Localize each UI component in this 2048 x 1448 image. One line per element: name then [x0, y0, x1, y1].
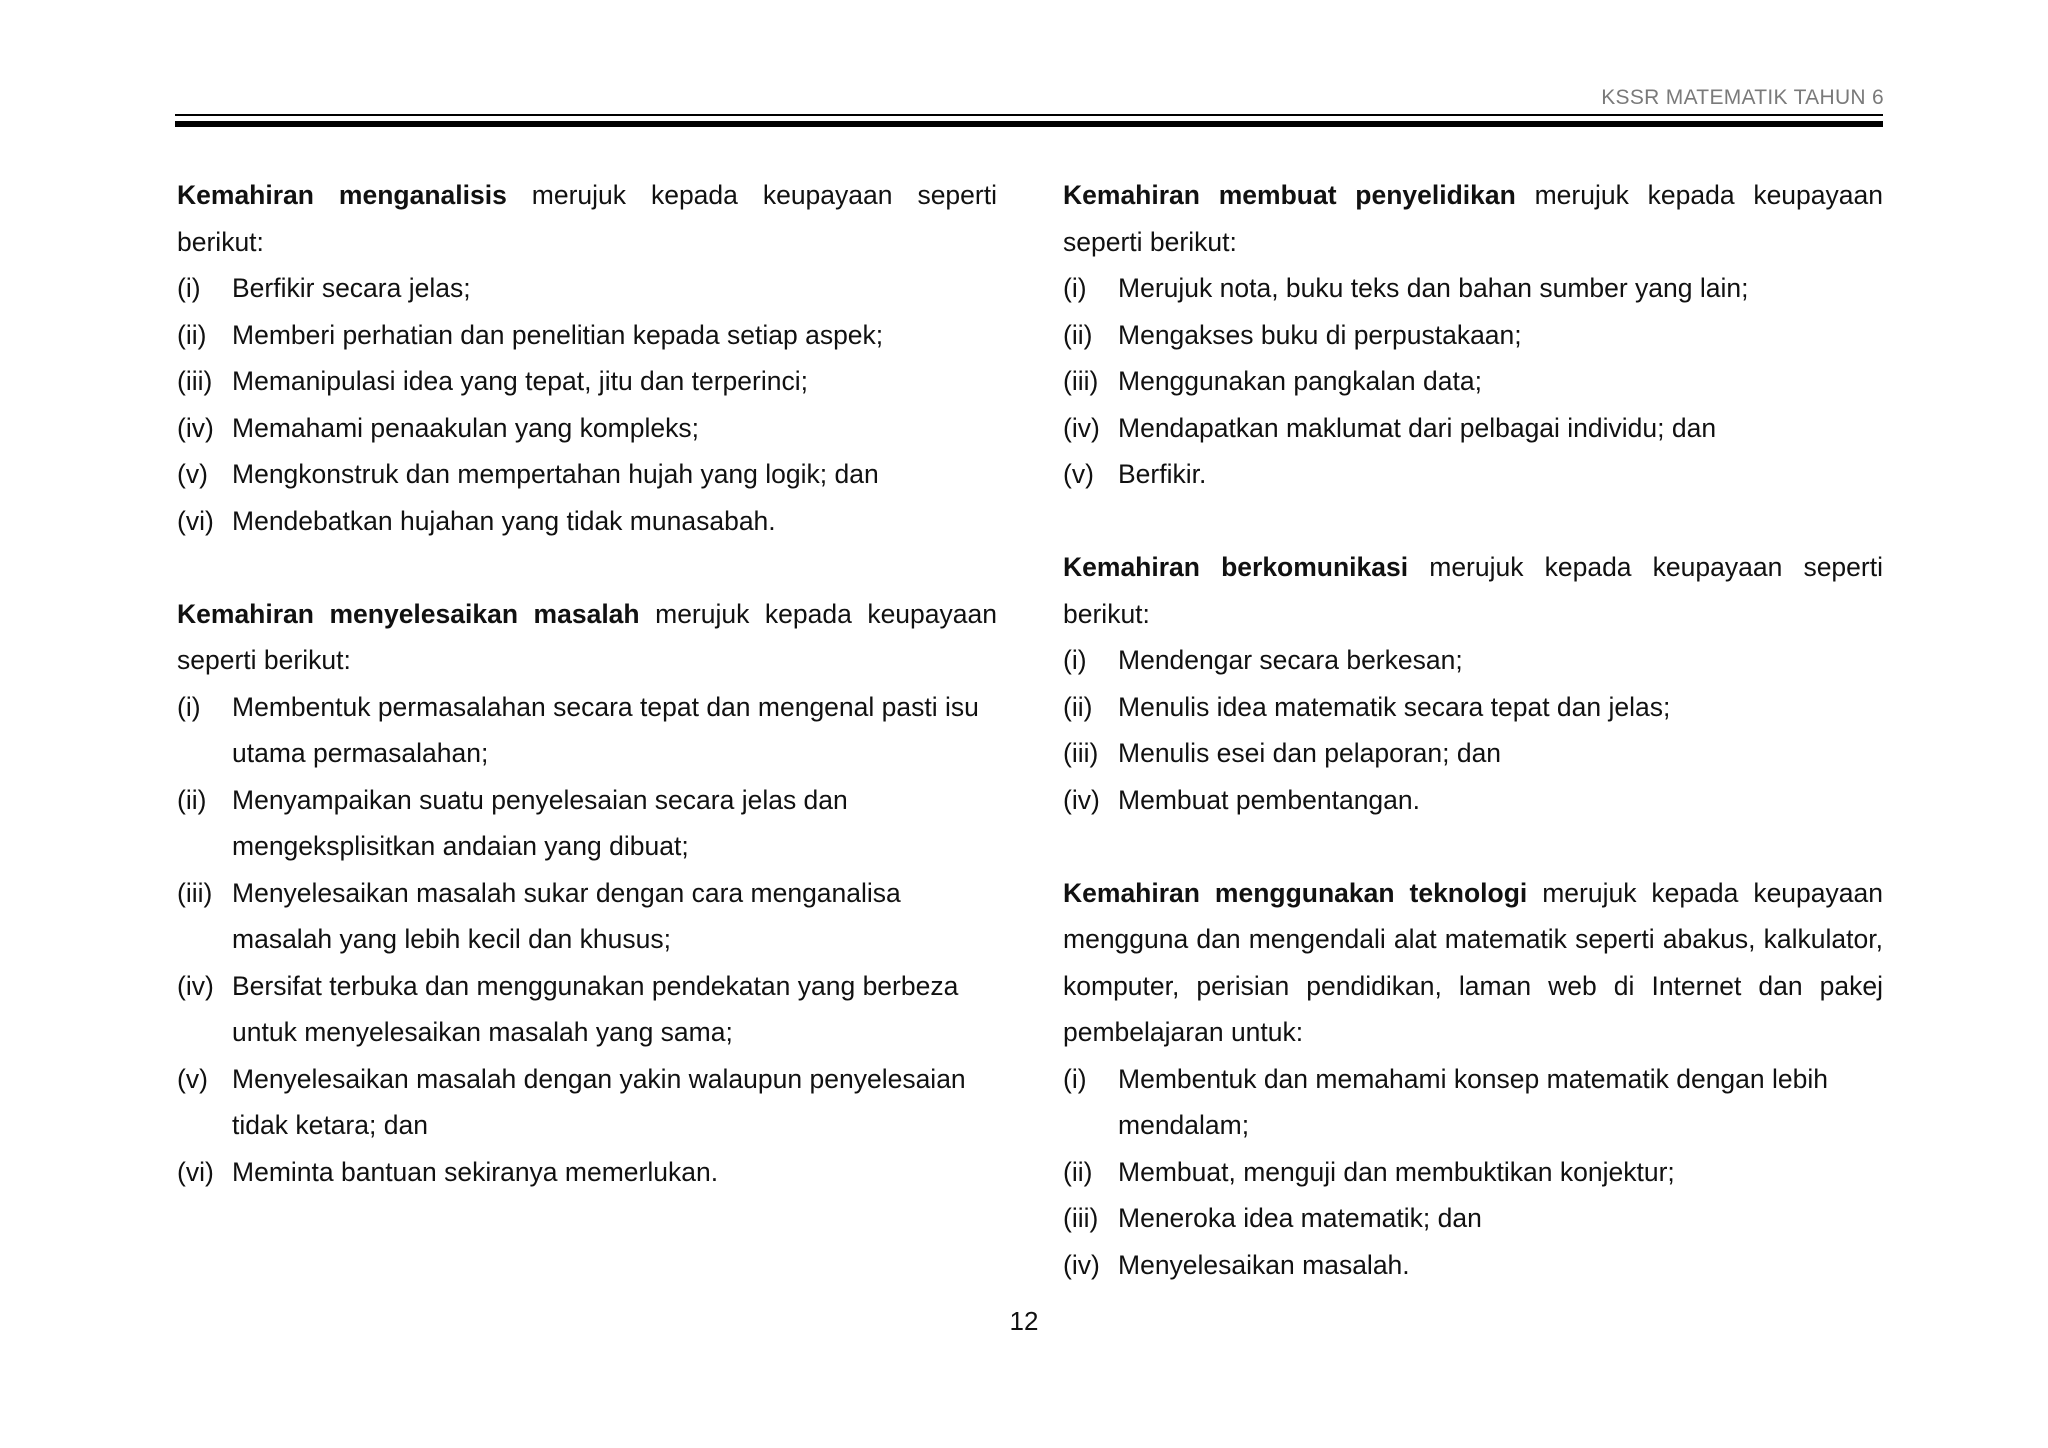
item-text: Merujuk nota, buku teks dan bahan sumber yang lain; — [1118, 273, 1749, 303]
item-text: Mengakses buku di perpustakaan; — [1118, 319, 1522, 350]
item-number: (iii) — [177, 877, 213, 908]
item-text: Mendebatkan hujahan yang tidak munasabah. — [232, 505, 776, 536]
item-text: Mendengar secara berkesan; — [1118, 645, 1463, 675]
item-number: (i) — [177, 691, 201, 722]
item-number: (i) — [1063, 273, 1087, 303]
item-number: (ii) — [1063, 691, 1093, 722]
list-item — [1063, 637, 1883, 684]
item-number: (iv) — [177, 412, 214, 443]
list-item — [1063, 1056, 1883, 1149]
left-column — [177, 172, 997, 1242]
list-item — [177, 870, 997, 963]
item-number: (iii) — [1063, 738, 1099, 768]
item-number: (iv) — [1063, 784, 1100, 815]
list-item — [177, 684, 997, 777]
item-text: Meneroka idea matematik; dan — [1118, 1203, 1482, 1233]
section-intro — [1063, 870, 1883, 1056]
item-number: (v) — [177, 459, 208, 489]
item-number: (v) — [177, 1063, 208, 1094]
list-item — [1063, 1242, 1883, 1289]
item-text: Menulis esei dan pelaporan; dan — [1118, 738, 1502, 768]
item-number: (iv) — [177, 970, 214, 1001]
section-intro-text: merujuk kepada keupayaan seperti berikut: — [1063, 552, 1883, 629]
item-text: Memahami penaakulan yang kompleks; — [232, 412, 699, 443]
list-item — [177, 405, 997, 452]
item-number: (v) — [1063, 459, 1094, 489]
list-item — [1063, 777, 1883, 824]
list-item — [1063, 358, 1883, 405]
item-number: (i) — [1063, 645, 1087, 675]
item-text: Berfikir. — [1118, 459, 1207, 489]
item-number: (ii) — [177, 784, 207, 815]
item-number: (vi) — [177, 1156, 214, 1187]
section-menganalisis — [177, 172, 997, 544]
item-text: Mengkonstruk dan mempertahan hujah yang logik; dan — [232, 459, 879, 489]
list-item — [177, 498, 997, 545]
list-item — [177, 265, 997, 312]
list-item — [177, 312, 997, 359]
section-title: Kemahiran menggunakan teknologi — [1063, 877, 1528, 908]
section-title: Kemahiran membuat penyelidikan — [1063, 180, 1516, 210]
item-text: Menyampaikan suatu penyelesaian secara jelas dan mengeksplisitkan andaian yang dibuat; — [232, 784, 848, 861]
item-number: (iii) — [1063, 1203, 1099, 1233]
item-text: Meminta bantuan sekiranya memerlukan. — [232, 1156, 719, 1187]
item-number: (vi) — [177, 505, 214, 536]
item-list — [1063, 1056, 1883, 1289]
list-item — [177, 451, 997, 498]
item-text: Berfikir secara jelas; — [232, 273, 471, 303]
item-list — [1063, 637, 1883, 823]
section-intro-text: merujuk kepada keupayaan seperti berikut: — [1063, 180, 1883, 257]
item-text: Mendapatkan maklumat dari pelbagai individu; dan — [1118, 412, 1717, 443]
item-text: Bersifat terbuka dan menggunakan pendekatan yang berbeza untuk menyelesaikan masalah yang sama; — [232, 970, 959, 1047]
item-number: (ii) — [1063, 319, 1093, 350]
section-intro — [177, 591, 997, 684]
item-text: Membuat pembentangan. — [1118, 784, 1421, 815]
item-text: Memanipulasi idea yang tepat, jitu dan terperinci; — [232, 366, 808, 396]
section-menyelesaikan-masalah — [177, 591, 997, 1196]
list-item — [177, 1149, 997, 1196]
list-item — [1063, 1195, 1883, 1242]
section-intro — [177, 172, 997, 265]
item-list — [177, 265, 997, 544]
item-list — [1063, 265, 1883, 498]
item-number: (ii) — [1063, 1156, 1093, 1187]
item-number: (iv) — [1063, 1249, 1100, 1280]
item-text: Membuat, menguji dan membuktikan konjektur; — [1118, 1156, 1675, 1187]
list-item — [177, 777, 997, 870]
list-item — [1063, 265, 1883, 312]
list-item — [1063, 405, 1883, 452]
item-text: Menggunakan pangkalan data; — [1118, 366, 1482, 396]
item-text: Menyelesaikan masalah dengan yakin walaupun penyelesaian tidak ketara; dan — [232, 1063, 966, 1140]
item-number: (iii) — [177, 366, 213, 396]
section-membuat-penyelidikan — [1063, 172, 1883, 498]
list-item — [1063, 684, 1883, 731]
item-number: (iii) — [1063, 366, 1099, 396]
section-intro — [1063, 544, 1883, 637]
section-intro — [1063, 172, 1883, 265]
item-number: (ii) — [177, 319, 207, 350]
section-title: Kemahiran menyelesaikan masalah — [177, 598, 640, 629]
section-title: Kemahiran berkomunikasi — [1063, 552, 1409, 582]
list-item — [1063, 1149, 1883, 1196]
item-text: Menulis idea matematik secara tepat dan jelas; — [1118, 691, 1671, 722]
section-title: Kemahiran menganalisis — [177, 180, 507, 210]
item-list — [177, 684, 997, 1196]
item-text: Memberi perhatian dan penelitian kepada setiap aspek; — [232, 319, 884, 350]
item-number: (iv) — [1063, 412, 1100, 443]
header-rule-thick — [175, 121, 1883, 127]
list-item — [1063, 312, 1883, 359]
section-menggunakan-teknologi — [1063, 870, 1883, 1289]
header-rule-thin — [175, 114, 1883, 116]
item-text: Menyelesaikan masalah sukar dengan cara menganalisa masalah yang lebih kecil dan khusus; — [232, 877, 901, 954]
list-item — [177, 358, 997, 405]
section-intro-text: merujuk kepada keupayaan seperti berikut: — [177, 180, 997, 257]
section-intro-text: merujuk kepada keupayaan seperti berikut: — [177, 598, 997, 675]
item-number: (i) — [177, 273, 201, 303]
item-text: Membentuk permasalahan secara tepat dan mengenal pasti isu utama permasalahan; — [232, 691, 979, 768]
header-title: KSSR MATEMATIK TAHUN 6 — [1601, 86, 1884, 109]
item-number: (i) — [1063, 1063, 1087, 1094]
list-item — [1063, 451, 1883, 498]
section-intro-text: merujuk kepada keupayaan mengguna dan mengendali alat matematik seperti abakus, kalkulator, komputer, perisian pendidikan, laman web di Internet dan pakej pembelajaran untuk: — [1063, 877, 1883, 1047]
right-column — [1063, 172, 1883, 1335]
page-number: 12 — [1009, 1306, 1039, 1336]
section-berkomunikasi — [1063, 544, 1883, 823]
list-item — [177, 1056, 997, 1149]
item-text: Membentuk dan memahami konsep matematik dengan lebih mendalam; — [1118, 1063, 1829, 1140]
list-item — [177, 963, 997, 1056]
item-text: Menyelesaikan masalah. — [1118, 1249, 1410, 1280]
list-item — [1063, 730, 1883, 777]
